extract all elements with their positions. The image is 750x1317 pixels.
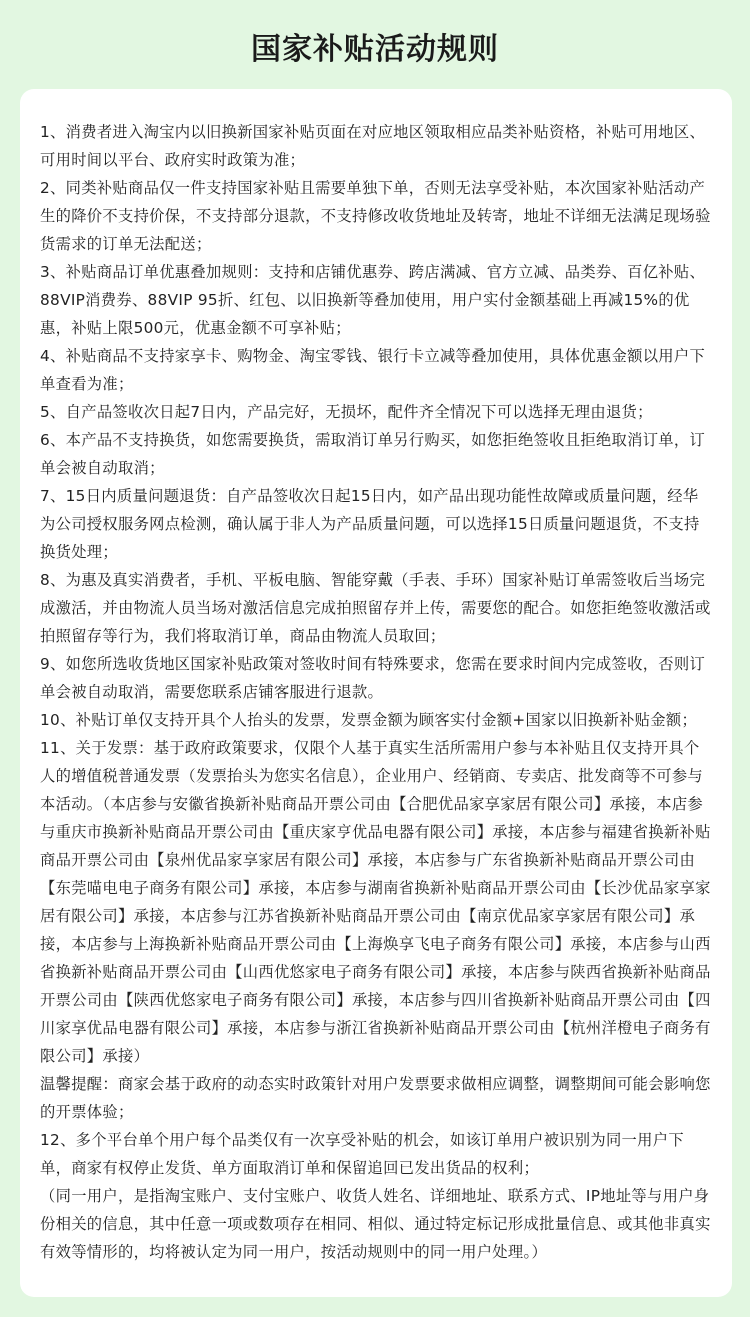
rule-item-5: 5、自产品签收次日起7日内，产品完好，无损坏，配件齐全情况下可以选择无理由退货；: [40, 403, 653, 421]
rule-item-12: 12、多个平台单个用户每个品类仅有一次享受补贴的机会，如该订单用户被识别为同一用户下单，商家有权停止发货、单方面取消订单和保留追回已发出货品的权利；: [40, 1131, 684, 1177]
rule-item-1: 1、消费者进入淘宝内以旧换新国家补贴页面在对应地区领取相应品类补贴资格，补贴可用地区、可用时间以平台、政府实时政策为准；: [40, 123, 706, 169]
rule-item-2: 2、同类补贴商品仅一件支持国家补贴且需要单独下单，否则无法享受补贴，本次国家补贴活动产生的降价不支持价保，不支持部分退款，不支持修改收货地址及转寄，地址不详细无法满足现场验货需求的订单无法配送；: [40, 179, 711, 253]
rule-item-8: 8、为惠及真实消费者，手机、平板电脑、智能穿戴（手表、手环）国家补贴订单需签收后当场完成激活，并由物流人员当场对激活信息完成拍照留存并上传，需要您的配合。如您拒绝签收激活或拍照留存等行为，我们将取消订单，商品由物流人员取回；: [40, 571, 711, 645]
rule-item-11: 11、关于发票：基于政府政策要求，仅限个人基于真实生活所需用户参与本补贴且仅支持开具个人的增值税普通发票（发票抬头为您实名信息），企业用户、经销商、专卖店、批发商等不可参与本活动。（本店参与安徽省换新补贴商品开票公司由【合肥优品家享家居有限公司】承接，本店参与重庆市换新补贴商品开票公司由【重庆家亨优品电器有限公司】承接，本店参与福建省换新补贴商品开票公司由【泉州优品家享家居有限公司】承接，本店参与广东省换新补贴商品开票公司由【东莞喵电电子商务有限公司】承接，本店参与湖南省换新补贴商品开票公司由【长沙优品家享家居有限公司】承接，本店参与江苏省换新补贴商品开票公司由【南京优品家享家居有限公司】承接，本店参与上海换新补贴商品开票公司由【上海焕享飞电子商务有限公司】承接，本店参与山西省换新补贴商品开票公司由【山西优悠家电子商务有限公司】承接，本店参与陕西省换新补贴商品开票公司由【陕西优悠家电子商务有限公司】承接，本店参与四川省换新补贴商品开票公司由【四川家享优品电器有限公司】承接，本店参与浙江省换新补贴商品开票公司由【杭州洋橙电子商务有限公司】承接）: [40, 739, 711, 1065]
rule-item-10: 10、补贴订单仅支持开具个人抬头的发票，发票金额为顾客实付金额+国家以旧换新补贴金额；: [40, 711, 698, 729]
rules-card[interactable]: [20, 89, 732, 1297]
rule-item-7: 7、15日内质量问题退货：自产品签收次日起15日内，如产品出现功能性故障或质量问题，经华为公司授权服务网点检测，确认属于非人为产品质量问题，可以选择15日质量问题退货，不支持换货处理；: [40, 487, 700, 561]
rule-item-4: 4、补贴商品不支持家享卡、购物金、淘宝零钱、银行卡立减等叠加使用，具体优惠金额以用户下单查看为准；: [40, 347, 706, 393]
rule-item-6: 6、本产品不支持换货，如您需要换货，需取消订单另行购买，如您拒绝签收且拒绝取消订单，订单会被自动取消；: [40, 431, 706, 477]
rule-item-3: 3、补贴商品订单优惠叠加规则：支持和店铺优惠券、跨店满减、官方立减、品类券、百亿补贴、88VIP消费券、88VIP 95折、红包、以旧换新等叠加使用，用户实付金额基础上再减15%的优惠，补贴上限500元，优惠金额不可享补贴；: [40, 263, 706, 337]
reminder-note: 温馨提醒：商家会基于政府的动态实时政策针对用户发票要求做相应调整，调整期间可能会影响您的开票体验；: [40, 1075, 711, 1121]
rule-item-9: 9、如您所选收货地区国家补贴政策对签收时间有特殊要求，您需在要求时间内完成签收，否则订单会被自动取消，需要您联系店铺客服进行退款。: [40, 655, 706, 701]
same-user-definition: （同一用户，是指淘宝账户、支付宝账户、收货人姓名、详细地址、联系方式、IP地址等与用户身份相关的信息，其中任意一项或数项存在相同、相似、通过特定标记形成批量信息、或其他非真实有效等情形的，均将被认定为同一用户，按活动规则中的同一用户处理。）: [40, 1187, 711, 1261]
page-title: 国家补贴活动规则: [251, 32, 499, 67]
